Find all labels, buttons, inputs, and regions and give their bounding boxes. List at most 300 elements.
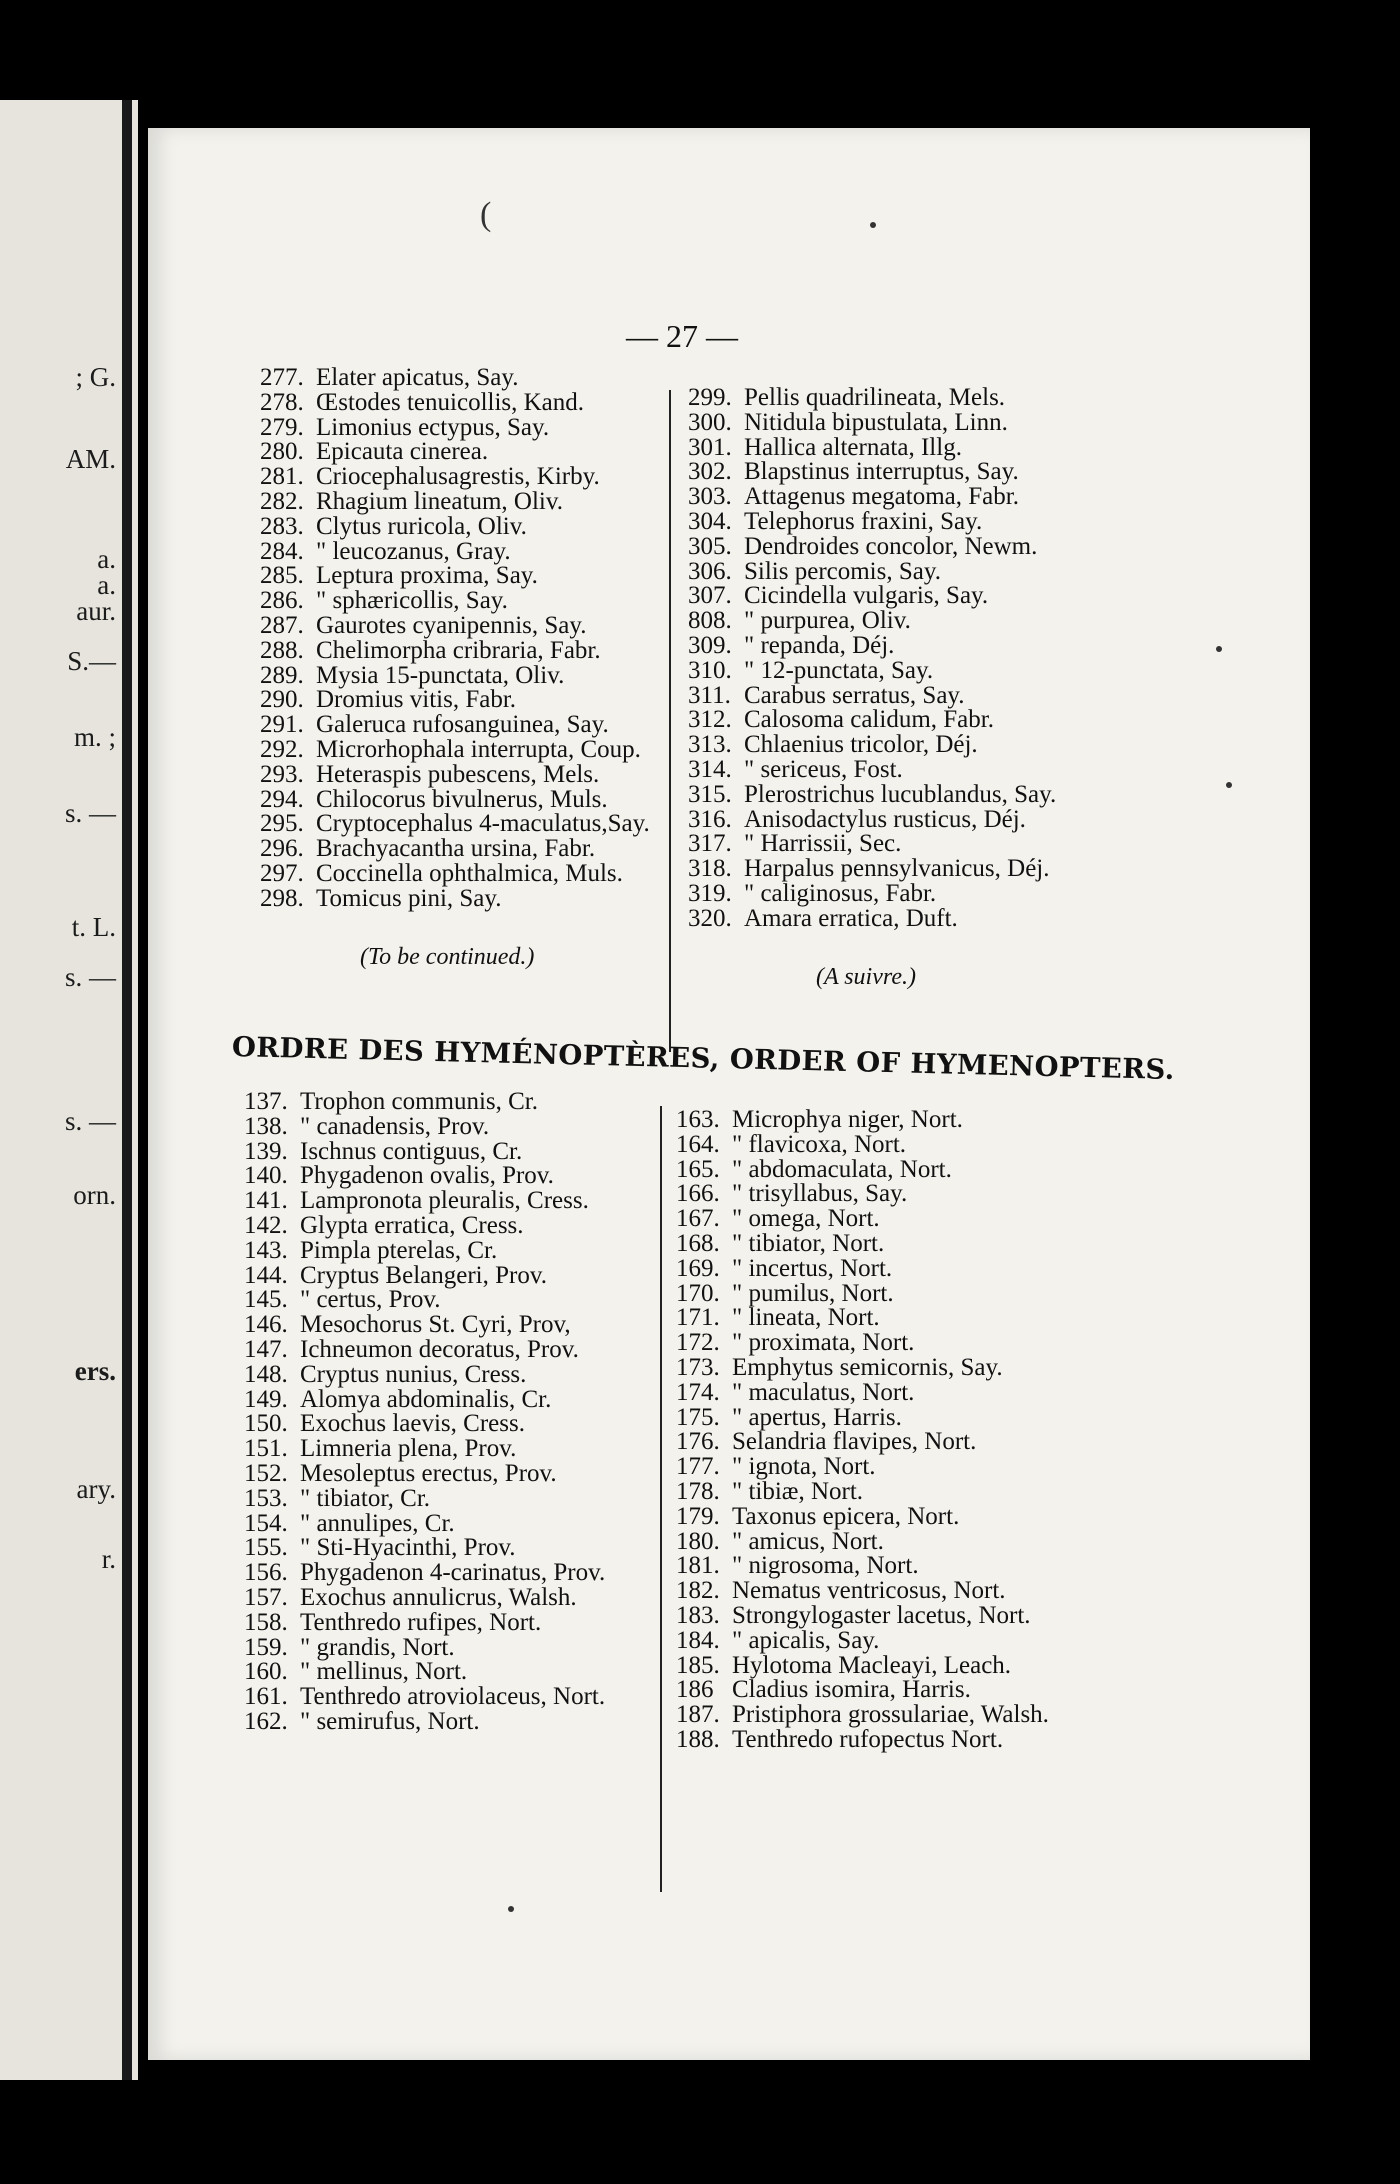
entry-text: " flavicoxa, Nort. — [732, 1130, 907, 1158]
entry-row — [244, 1660, 605, 1685]
entry-row — [260, 636, 650, 664]
left-fragment: aur. — [76, 596, 116, 626]
entry-number: 171. — [676, 1304, 720, 1332]
entry-number: 319. — [688, 879, 732, 907]
entry-row — [688, 532, 1056, 560]
entry-number: 277. — [260, 364, 304, 391]
entry-row — [260, 512, 650, 540]
entry-number: 167. — [676, 1205, 720, 1233]
entry-text: Ischnus contiguus, Cr. — [300, 1137, 523, 1165]
entry-text: " lineata, Nort. — [732, 1304, 880, 1332]
left-fragment: s. — — [64, 798, 116, 828]
entry-number: 312. — [688, 706, 732, 734]
left-fragment: ; G. — [75, 362, 116, 392]
entry-text: Gaurotes cyanipennis, Say. — [316, 611, 587, 639]
entry-row — [688, 433, 1056, 461]
entry-number: 298. — [260, 884, 304, 912]
left-fragment: r. — [101, 1544, 116, 1574]
entry-text: Epicauta cinerea. — [316, 438, 489, 466]
entry-text: Hallica alternata, Illg. — [744, 433, 962, 461]
entry-row — [676, 1403, 1049, 1431]
entry-row — [260, 661, 650, 689]
entry-row — [688, 879, 1056, 907]
entry-row — [260, 785, 650, 813]
entry-text: Amara erratica, Duft. — [744, 904, 958, 932]
entry-row — [688, 485, 1056, 510]
entry-text: Ichneumon decoratus, Prov. — [300, 1335, 579, 1363]
entry-text: Emphytus semicornis, Say. — [732, 1353, 1003, 1381]
entry-row — [260, 589, 650, 614]
entry-number: 808. — [688, 607, 732, 635]
adjacent-page-strip — [0, 100, 138, 2080]
entry-number: 170. — [676, 1279, 720, 1307]
entry-text: Strongylogaster lacetus, Nort. — [732, 1601, 1031, 1629]
entry-row — [688, 857, 1056, 882]
entry-number: 315. — [688, 780, 732, 808]
entry-text: Limonius ectypus, Say. — [316, 413, 550, 441]
entry-row — [260, 611, 650, 639]
entry-number: 150. — [244, 1410, 288, 1438]
entry-text: Brachyacantha ursina, Fabr. — [316, 835, 596, 863]
entry-text: Calosoma calidum, Fabr. — [744, 706, 994, 734]
entry-text: Rhagium lineatum, Oliv. — [316, 487, 563, 515]
entry-number: 182. — [676, 1577, 720, 1605]
entry-text: Cicindella vulgaris, Say. — [744, 582, 989, 610]
left-fragment: s. — — [64, 962, 116, 992]
entry-row — [244, 1608, 605, 1636]
entry-number: 306. — [688, 557, 732, 585]
entry-number: 162. — [244, 1707, 288, 1735]
entry-number: 160. — [244, 1658, 288, 1686]
left-fragment: m. ; — [73, 722, 116, 752]
entry-number: 181. — [676, 1552, 720, 1580]
entry-number: 316. — [688, 805, 732, 833]
column-divider — [660, 1106, 662, 1892]
entry-row — [676, 1254, 1049, 1282]
entry-row — [260, 837, 650, 862]
entry-row — [676, 1130, 1049, 1158]
entry-number: 145. — [244, 1286, 288, 1314]
left-fragment: S.— — [67, 646, 116, 676]
entry-row — [688, 386, 1056, 411]
entry-text: Chelimorpha cribraria, Fabr. — [316, 636, 601, 664]
entry-text: Elater apicatus, Say. — [316, 364, 519, 391]
entry-row — [260, 465, 650, 490]
entry-row — [676, 1108, 1049, 1133]
entry-row — [676, 1527, 1049, 1555]
entry-number: 151. — [244, 1435, 288, 1463]
entry-text: " purpurea, Oliv. — [744, 607, 911, 635]
entry-text: Exochus laevis, Cress. — [300, 1410, 525, 1438]
entry-text: Heteraspis pubescens, Mels. — [316, 760, 600, 788]
entry-row — [676, 1703, 1049, 1728]
ink-dot — [1216, 646, 1222, 652]
entry-number: 163. — [676, 1106, 720, 1133]
entry-text: Cladius isomira, Harris. — [732, 1676, 971, 1704]
entry-text: " ignota, Nort. — [732, 1453, 876, 1481]
entry-row — [260, 884, 650, 912]
entry-row — [244, 1536, 605, 1561]
entry-text: Clytus ruricola, Oliv. — [316, 512, 527, 540]
entry-number: 164. — [676, 1130, 720, 1158]
entry-number: 314. — [688, 755, 732, 783]
entry-text: Chlaenius tricolor, Déj. — [744, 731, 978, 759]
entry-row — [688, 460, 1056, 485]
entry-text: " 12-punctata, Say. — [744, 656, 934, 684]
entry-text: Phygadenon 4-carinatus, Prov. — [300, 1559, 606, 1587]
entry-row — [244, 1685, 605, 1710]
entry-text: " apicalis, Say. — [732, 1626, 880, 1654]
entry-number: 301. — [688, 433, 732, 461]
column-bottom-left — [244, 1090, 605, 1735]
entry-text: " omega, Nort. — [732, 1205, 880, 1233]
entry-text: Blapstinus interruptus, Say. — [744, 458, 1019, 486]
entry-row — [676, 1229, 1049, 1257]
entry-text: Glypta erratica, Cress. — [300, 1211, 524, 1239]
entry-number: 184. — [676, 1626, 720, 1654]
entry-text: Tenthredo atroviolaceus, Nort. — [300, 1683, 606, 1711]
entry-text: Plerostrichus lucublandus, Say. — [744, 780, 1057, 808]
entry-row — [688, 733, 1056, 758]
entry-row — [688, 609, 1056, 634]
entry-number: 147. — [244, 1335, 288, 1363]
entry-row — [688, 904, 1056, 932]
entry-text: Leptura proxima, Say. — [316, 562, 538, 590]
entry-number: 278. — [260, 388, 304, 416]
entry-number: 287. — [260, 611, 304, 639]
entry-text: " tibiator, Cr. — [300, 1484, 431, 1512]
entry-text: " sphæricollis, Say. — [316, 587, 508, 615]
entry-text: Pimpla pterelas, Cr. — [300, 1236, 498, 1264]
entry-row — [688, 584, 1056, 609]
entry-number: 311. — [688, 681, 731, 709]
entry-number: 291. — [260, 711, 304, 739]
left-fragment: t. L. — [71, 912, 116, 942]
entry-row — [676, 1353, 1049, 1381]
entry-row — [244, 1211, 605, 1239]
entry-text: Telephorus fraxini, Say. — [744, 507, 983, 535]
entry-row — [260, 713, 650, 738]
entry-text: " incertus, Nort. — [732, 1254, 893, 1282]
entry-row — [244, 1484, 605, 1512]
entry-number: 157. — [244, 1583, 288, 1611]
entry-row — [260, 487, 650, 515]
entry-text: " apertus, Harris. — [732, 1403, 902, 1431]
entry-number: 183. — [676, 1601, 720, 1629]
entry-number: 142. — [244, 1211, 288, 1239]
entry-number: 285. — [260, 562, 304, 590]
entry-row — [676, 1626, 1049, 1654]
entry-row — [244, 1633, 605, 1661]
entry-row — [676, 1455, 1049, 1480]
entry-row — [244, 1164, 605, 1189]
entry-text: " leucozanus, Gray. — [316, 537, 511, 565]
entry-text: Selandria flavipes, Nort. — [732, 1428, 977, 1456]
entry-text: Chilocorus bivulnerus, Muls. — [316, 785, 608, 813]
entry-text: " mellinus, Nort. — [300, 1658, 468, 1686]
entry-text: Cryptus Belangeri, Prov. — [300, 1261, 547, 1289]
entry-number: 294. — [260, 785, 304, 813]
entry-row — [676, 1306, 1049, 1331]
entry-text: Microrhophala interrupta, Coup. — [316, 735, 641, 763]
entry-text: " tibiæ, Nort. — [732, 1477, 864, 1505]
entry-row — [688, 631, 1056, 659]
entry-text: " grandis, Nort. — [300, 1633, 455, 1661]
entry-number: 153. — [244, 1484, 288, 1512]
entry-row — [244, 1707, 605, 1735]
entry-text: Pellis quadrilineata, Mels. — [744, 384, 1006, 411]
entry-row — [676, 1430, 1049, 1455]
column-bottom-right — [676, 1108, 1049, 1753]
entry-row — [244, 1459, 605, 1487]
entry-text: Galeruca rufosanguinea, Say. — [316, 711, 609, 739]
entry-number: 180. — [676, 1527, 720, 1555]
entry-row — [244, 1360, 605, 1388]
entry-number: 286. — [260, 587, 304, 615]
entry-number: 313. — [688, 731, 732, 759]
entry-text: Cryptus nunius, Cress. — [300, 1360, 527, 1388]
entry-text: " nigrosoma, Nort. — [732, 1552, 919, 1580]
entry-row — [676, 1554, 1049, 1579]
entry-row — [688, 780, 1057, 808]
entry-row — [244, 1385, 605, 1413]
ink-mark: ( — [480, 196, 492, 233]
entry-row — [676, 1207, 1049, 1232]
entry-number: 154. — [244, 1509, 288, 1537]
entry-row — [244, 1509, 605, 1537]
entry-row — [244, 1288, 605, 1313]
entry-row — [244, 1090, 605, 1115]
entry-row — [676, 1155, 1049, 1183]
entry-row — [260, 735, 650, 763]
entry-number: 187. — [676, 1701, 720, 1729]
entry-number: 174. — [676, 1378, 720, 1406]
entry-number: 173. — [676, 1353, 720, 1381]
entry-number: 307. — [688, 582, 732, 610]
entry-text: Lampronota pleuralis, Cress. — [300, 1187, 589, 1215]
entry-number: 188. — [676, 1725, 720, 1753]
entry-number: 144. — [244, 1261, 288, 1289]
entry-row — [688, 557, 1056, 585]
entry-number: 146. — [244, 1311, 288, 1339]
entry-row — [244, 1335, 605, 1363]
entry-number: 137. — [244, 1088, 288, 1115]
entry-number: 168. — [676, 1229, 720, 1257]
entry-text: " amicus, Nort. — [732, 1527, 884, 1555]
entry-text: Anisodactylus rusticus, Déj. — [744, 805, 1026, 833]
entry-text: " proximata, Nort. — [732, 1329, 915, 1357]
entry-text: " repanda, Déj. — [744, 631, 895, 659]
entry-number: 165. — [676, 1155, 720, 1183]
entry-text: Silis percomis, Say. — [744, 557, 941, 585]
entry-text: Phygadenon ovalis, Prov. — [300, 1162, 554, 1190]
entry-row — [260, 413, 650, 441]
entry-row — [676, 1502, 1049, 1530]
entry-row — [244, 1261, 605, 1289]
entry-row — [260, 366, 650, 391]
entry-row — [244, 1137, 605, 1165]
entry-row — [260, 440, 650, 465]
entry-text: " abdomaculata, Nort. — [732, 1155, 952, 1183]
left-fragment: s. — — [64, 1106, 116, 1136]
page-number: — 27 — — [626, 318, 738, 354]
entry-number: 140. — [244, 1162, 288, 1190]
page-gutter-line — [122, 100, 132, 2080]
entry-number: 284. — [260, 537, 304, 565]
entry-text: Taxonus epicera, Nort. — [732, 1502, 960, 1530]
section-header: ORDRE DES HYMÉNOPTÈRES, ORDER OF HYMENOPTERS. — [231, 1031, 1176, 1087]
entry-row — [676, 1678, 1049, 1703]
entry-number: 176. — [676, 1428, 720, 1456]
entry-number: 280. — [260, 438, 304, 466]
entry-number: 292. — [260, 735, 304, 763]
entry-row — [676, 1331, 1049, 1356]
entry-row — [244, 1112, 605, 1140]
entry-number: 289. — [260, 661, 304, 689]
entry-number: 296. — [260, 835, 304, 863]
entry-number: 283. — [260, 512, 304, 540]
entry-row — [676, 1725, 1049, 1753]
left-fragment: a. — [97, 570, 116, 600]
entry-number: 148. — [244, 1360, 288, 1388]
entry-text: Attagenus megatoma, Fabr. — [744, 483, 1019, 511]
entry-number: 318. — [688, 855, 732, 883]
entry-text: Exochus annulicrus, Walsh. — [300, 1583, 577, 1611]
entry-number: 320. — [688, 904, 732, 932]
entry-number: 295. — [260, 810, 304, 838]
entry-number: 300. — [688, 408, 732, 436]
entry-number: 177. — [676, 1453, 720, 1481]
entry-row — [260, 388, 650, 416]
entry-row — [260, 812, 650, 837]
entry-row — [676, 1601, 1049, 1629]
entry-row — [244, 1412, 605, 1437]
entry-number: 156. — [244, 1559, 288, 1587]
column-top-right — [688, 386, 1056, 932]
entry-number: 186 — [676, 1676, 714, 1704]
entry-number: 139. — [244, 1137, 288, 1165]
entry-text: Alomya abdominalis, Cr. — [300, 1385, 552, 1413]
left-fragment: orn. — [73, 1180, 116, 1210]
entry-number: 282. — [260, 487, 304, 515]
entry-row — [688, 507, 1056, 535]
entry-text: Nematus ventricosus, Nort. — [732, 1577, 1006, 1605]
entry-text: Tomicus pini, Say. — [316, 884, 502, 912]
entry-number: 279. — [260, 413, 304, 441]
entry-number: 281. — [260, 463, 304, 491]
entry-text: " sericeus, Fost. — [744, 755, 903, 783]
entry-number: 141. — [244, 1187, 288, 1215]
entry-row — [676, 1182, 1049, 1207]
left-fragment: ers. — [74, 1356, 116, 1386]
entry-text: " Harrissii, Sec. — [744, 830, 902, 858]
entry-text: " trisyllabus, Say. — [732, 1180, 908, 1208]
left-fragment: ary. — [76, 1474, 116, 1504]
entry-text: Tenthredo rufipes, Nort. — [300, 1608, 542, 1636]
entry-text: Nitidula bipustulata, Linn. — [744, 408, 1008, 436]
entry-text: " semirufus, Nort. — [300, 1707, 480, 1735]
entry-row — [244, 1561, 605, 1586]
entry-number: 305. — [688, 532, 732, 560]
entry-number: 293. — [260, 760, 304, 788]
entry-row — [688, 708, 1056, 733]
column-top-left — [260, 366, 650, 912]
entry-row — [676, 1579, 1049, 1604]
entry-text: Carabus serratus, Say. — [744, 681, 965, 709]
document-page — [148, 128, 1310, 2060]
entry-text: " Sti-Hyacinthi, Prov. — [300, 1534, 516, 1562]
entry-row — [688, 805, 1056, 833]
entry-number: 169. — [676, 1254, 720, 1282]
entry-row — [676, 1651, 1049, 1679]
suivre-note: (A suivre.) — [816, 964, 916, 990]
entry-row — [244, 1189, 605, 1214]
entry-text: Tenthredo rufopectus Nort. — [732, 1725, 1004, 1753]
ink-dot — [870, 222, 876, 228]
entry-row — [688, 755, 1056, 783]
entry-text: Limneria plena, Prov. — [300, 1435, 517, 1463]
entry-text: " tibiator, Nort. — [732, 1229, 885, 1257]
entry-text: Cryptocephalus 4-maculatus,Say. — [316, 810, 650, 838]
entry-row — [244, 1236, 605, 1264]
entry-number: 138. — [244, 1112, 288, 1140]
entry-row — [260, 688, 650, 713]
entry-text: " caliginosus, Fabr. — [744, 879, 937, 907]
ink-dot — [508, 1906, 514, 1912]
entry-number: 143. — [244, 1236, 288, 1264]
entry-number: 179. — [676, 1502, 720, 1530]
entry-text: Criocephalusagrestis, Kirby. — [316, 463, 600, 491]
entry-text: " annulipes, Cr. — [300, 1509, 455, 1537]
entry-row — [244, 1583, 605, 1611]
entry-text: " pumilus, Nort. — [732, 1279, 894, 1307]
entry-number: 317. — [688, 830, 732, 858]
entry-number: 288. — [260, 636, 304, 664]
entry-text: " canadensis, Prov. — [300, 1112, 490, 1140]
entry-text: Dromius vitis, Fabr. — [316, 686, 517, 714]
entry-number: 303. — [688, 483, 732, 511]
entry-text: Hylotoma Macleayi, Leach. — [732, 1651, 1012, 1679]
entry-text: Œstodes tenuicollis, Kand. — [316, 388, 585, 416]
entry-row — [260, 760, 650, 788]
entry-row — [260, 564, 650, 589]
entry-text: Coccinella ophthalmica, Muls. — [316, 859, 623, 887]
entry-number: 155. — [244, 1534, 288, 1562]
entry-text: Microphya niger, Nort. — [732, 1106, 963, 1133]
entry-text: Mesochorus St. Cyri, Prov, — [300, 1311, 571, 1339]
entry-number: 152. — [244, 1459, 288, 1487]
entry-text: Trophon communis, Cr. — [300, 1088, 539, 1115]
entry-number: 158. — [244, 1608, 288, 1636]
entry-row — [688, 832, 1056, 857]
entry-row — [688, 681, 1056, 709]
entry-text: " maculatus, Nort. — [732, 1378, 915, 1406]
entry-number: 159. — [244, 1633, 288, 1661]
entry-row — [260, 859, 650, 887]
entry-row — [676, 1378, 1049, 1406]
entry-row — [676, 1279, 1049, 1307]
entry-number: 166. — [676, 1180, 720, 1208]
column-divider — [669, 390, 671, 1052]
entry-row — [260, 537, 650, 565]
entry-number: 310. — [688, 656, 732, 684]
entry-text: " certus, Prov. — [300, 1286, 441, 1314]
entry-number: 172. — [676, 1329, 720, 1357]
left-fragment: a. — [97, 544, 116, 574]
entry-row — [688, 656, 1056, 684]
entry-number: 178. — [676, 1477, 720, 1505]
entry-number: 149. — [244, 1385, 288, 1413]
